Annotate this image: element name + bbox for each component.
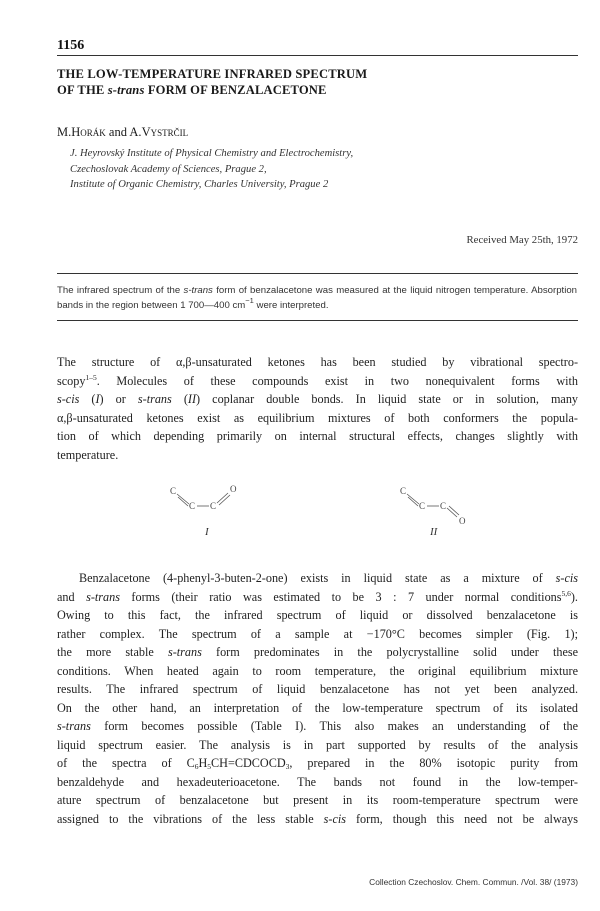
abstract-text: The infrared spectrum of the [57, 285, 181, 296]
abstract-top-rule [57, 273, 578, 274]
text-line: benzaldehyde and hexadeuterioacetone. The bands not found in the low-temper- [57, 774, 578, 789]
author-2-initial: A. [129, 125, 142, 139]
text-line: s-cis (I) or s-trans (II) coplanar double bonds. In liquid state or in solution, many [57, 392, 579, 406]
citation: 5,6 [561, 588, 571, 598]
text-line: assigned to the vibrations of the less stable s-cis form, though this need not be always [57, 811, 578, 826]
header-rule [57, 55, 578, 56]
affiliation [70, 146, 530, 193]
affiliation-line: J. Heyrovský Institute of Physical Chemistry and Electrochemistry, [70, 148, 354, 159]
title-line-1: THE LOW-TEMPERATURE INFRARED SPECTRUM [57, 67, 368, 81]
text-line: The structure of α,β-unsaturated ketones has been studied by vibrational spectro- [57, 355, 578, 369]
structure-label-I: I [205, 526, 209, 538]
title-line-2-prefix: OF THE [57, 83, 105, 97]
double-bond [449, 506, 459, 515]
double-bond [177, 494, 189, 504]
authors-conjunction: and [108, 125, 127, 139]
journal-footer: Collection Czechoslov. Chem. Commun. /Vol. 38/ (1973) [369, 877, 578, 887]
abstract-superscript: −1 [245, 296, 254, 305]
structure-s-cis [168, 478, 248, 518]
text-line: tion of which depending primarily on internal structural effects, changes slightly with [57, 429, 578, 443]
text-line: conditions. When heated again to room temperature, the original equilibrium mixture [57, 663, 578, 678]
atom-label: C [440, 501, 447, 511]
affiliation-line: Czechoslovak Academy of Sciences, Prague 2, [70, 163, 267, 175]
abstract-italic: s-trans [183, 285, 213, 296]
text-line: liquid spectrum easier. The analysis is in part supported by results of the analysis [57, 737, 578, 752]
structure-label-II: II [430, 526, 438, 538]
author-1-initial: M. [57, 125, 72, 139]
abstract-bottom-rule [57, 320, 578, 321]
article-title [57, 66, 557, 98]
received-date: Received May 25th, 1972 [466, 234, 578, 246]
affiliation-line: Institute of Organic Chemistry, Charles University, Prague 2 [70, 179, 329, 190]
text-line: Benzalacetone (4-phenyl-3-buten-2-one) exists in liquid state as a mixture of s-cis [79, 571, 578, 585]
double-bond [447, 508, 457, 517]
text-line: scopy$^{1-5}$. Molecules of these compounds exist in two nonequivalent forms with [57, 372, 578, 388]
author-2-name: Vystrčil [141, 125, 189, 139]
title-line-2-italic: s-trans [107, 83, 145, 97]
page-number: 1156 [57, 38, 85, 53]
text-line: the more stable s-trans form predominates in the polycrystalline solid under these [57, 645, 579, 659]
abstract-text: were interpreted. [256, 300, 329, 311]
citation: 1–5 [85, 372, 97, 382]
text-line: and s-trans forms (their ratio was estimated to be 3 : 7 under normal conditions$^{5,6}$). [57, 588, 578, 604]
atom-label: C [400, 486, 407, 496]
body-paragraph [57, 569, 578, 828]
title-line-2-suffix: FORM OF BENZALACETONE [147, 83, 327, 97]
abstract [57, 283, 577, 313]
text-line: On the other hand, an interpretation of the low-temperature spectrum of its isolated [57, 700, 578, 715]
atom-label: C [189, 501, 196, 511]
abstract-text: form of benzalacetone was measured at the liquid nitrogen temperature. Absorption bands in the region between 1 700—400 cm [57, 285, 577, 311]
authors [57, 125, 188, 140]
text-line: results. The infrared spectrum of liquid benzalacetone has not yet been analyzed. [57, 682, 578, 696]
author-1-name: Horák [71, 125, 106, 139]
atom-label: C [210, 501, 217, 511]
text-line: ature spectrum of benzalacetone but present in its room-temperature spectrum were [57, 793, 578, 807]
atom-label: O [459, 516, 466, 526]
structure-s-trans [398, 480, 478, 526]
text-line: Owing to this fact, the infrared spectrum of liquid or dissolved benzalacetone is [57, 608, 578, 622]
text-line: of the spectra of $C_6H_5CH=CDCOCD_3$, prepared in the 80% isotopic purity from [57, 756, 578, 771]
atom-label: C [419, 501, 426, 511]
text-line: s-trans form becomes possible (Table I). This also makes an understanding of the [57, 719, 578, 733]
atom-label: O [230, 484, 237, 494]
text-line: α,β-unsaturated ketones exist as equilibrium mixtures of both conformers the popula- [57, 410, 578, 425]
double-bond [407, 494, 419, 504]
text-line: temperature. [57, 447, 119, 462]
atom-label: C [170, 486, 177, 496]
text-line: rather complex. The spectrum of a sample at −170°C becomes simpler (Fig. 1); [57, 626, 578, 641]
intro-paragraph [57, 353, 578, 464]
